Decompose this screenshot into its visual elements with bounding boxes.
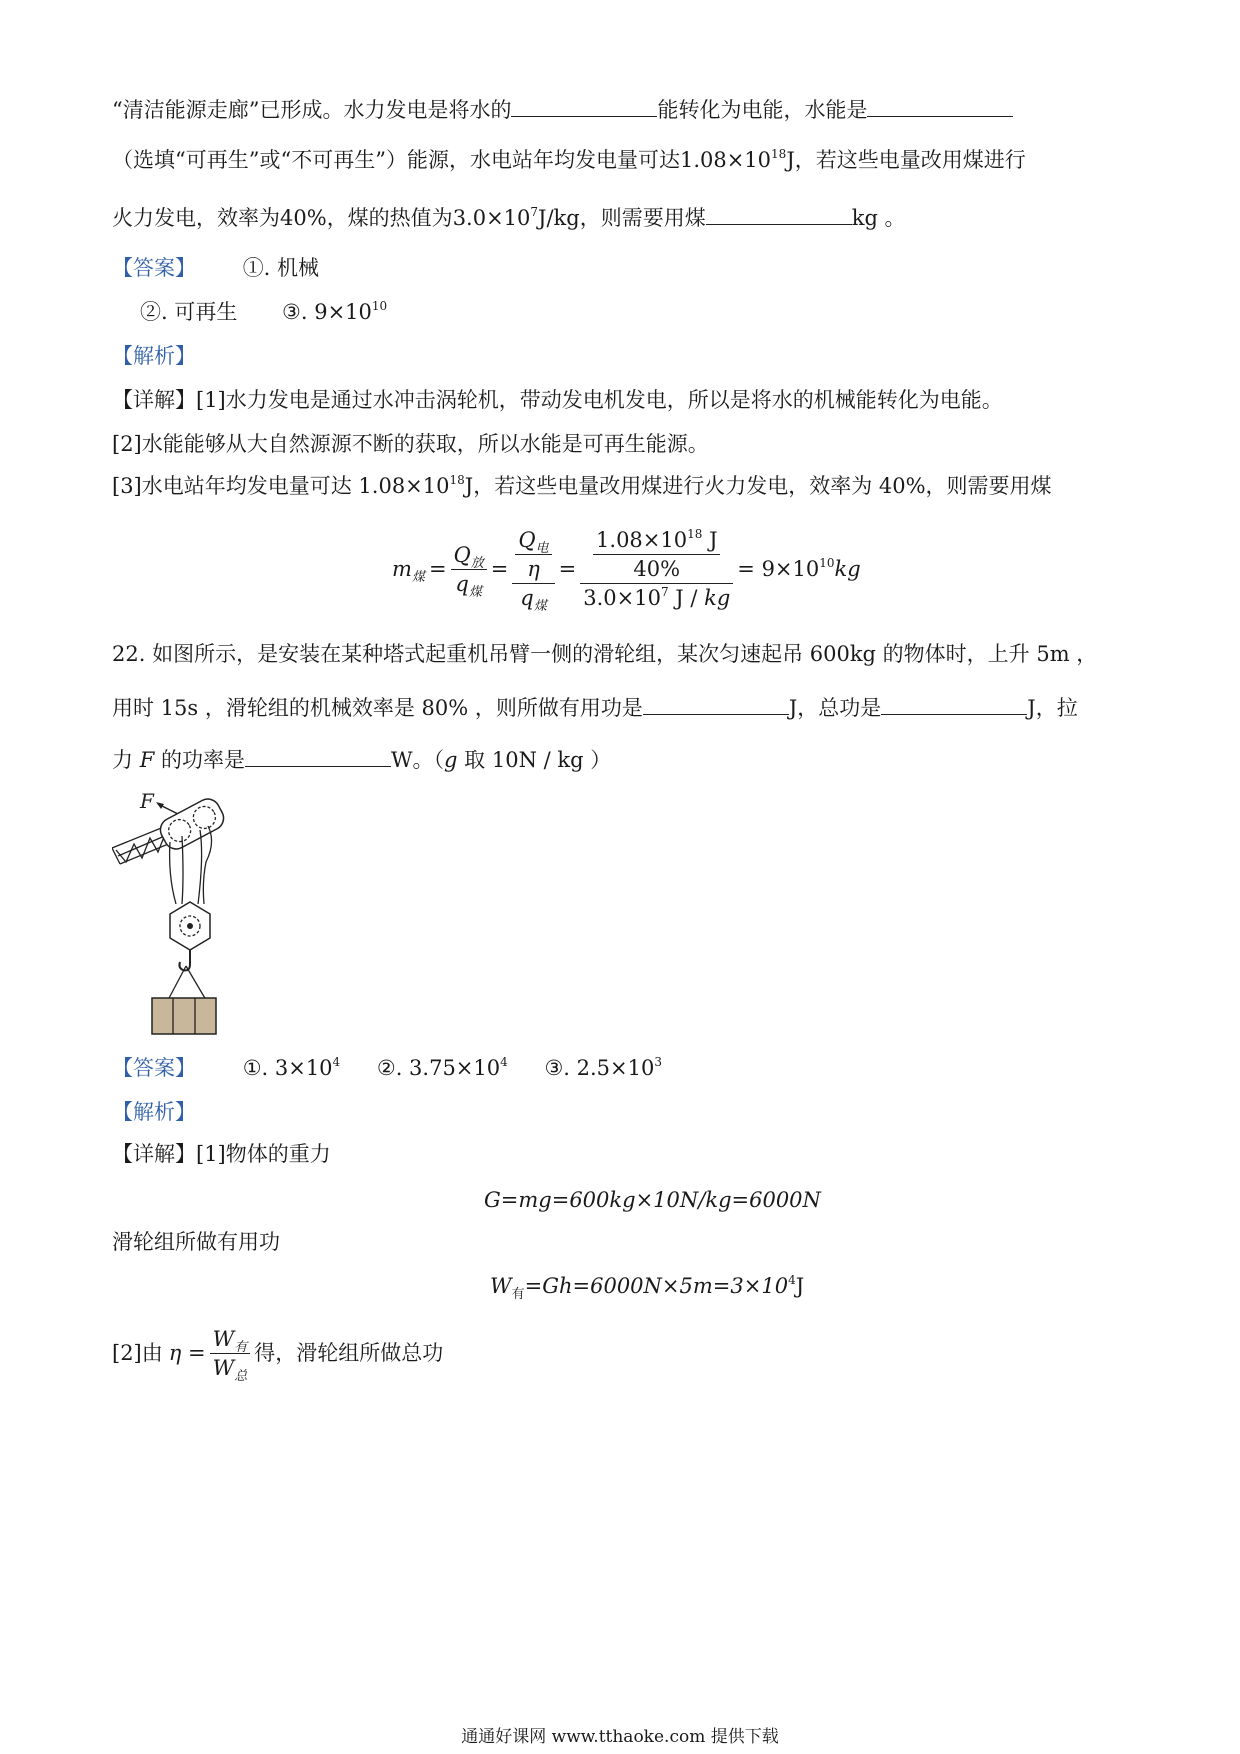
cargo-crate	[152, 998, 216, 1034]
eq2-w-sub: 有	[511, 1287, 525, 1303]
q22-line2-c: J，拉	[1027, 696, 1078, 720]
q21-line3	[112, 202, 906, 232]
q21-detail-3	[112, 472, 1052, 500]
q22-equation-1: G=mg=600kg×10N/kg=6000N	[484, 1188, 821, 1212]
q22-detail-3a: [2]由	[112, 1341, 163, 1365]
q22-line3-d: 取 10N / kg ）	[457, 748, 612, 772]
page-footer: 通通好课网 www.tthaoke.com 提供下载	[461, 1727, 779, 1747]
q22-line2-b: J，总功是	[788, 696, 882, 720]
formula-frac-3: $\frac{\frac{1.08\times 10^{18} J}{40\%}}{3.0\times 10^7 J / kg}$	[580, 526, 733, 612]
formula-m: $m_煤$	[392, 557, 425, 586]
q21-efficiency: 40%	[280, 206, 327, 230]
q22-eta: η =	[168, 1341, 206, 1365]
q21-line3-text-b: ，煤的热值为	[326, 206, 453, 230]
q21-line1-text-b: 能转化为电能，水能是	[657, 98, 868, 122]
eq2-exp: 4	[788, 1273, 796, 1287]
q21-detail-1: 【详解】[1]水力发电是通过水冲击涡轮机，带动发电机发电，所以是将水的机械能转化为电能。	[112, 388, 1003, 412]
analysis-label: 【解析】	[112, 344, 196, 368]
fixed-pulley-block	[156, 795, 228, 853]
eq2-w: W	[490, 1274, 512, 1298]
force-label: F	[140, 789, 154, 813]
q22-detail-3b: 得，滑轮组所做总功	[254, 1341, 444, 1365]
q22-analysis-label: 【解析】	[112, 1100, 196, 1124]
q22-line2	[112, 692, 1078, 722]
q21-line3-text-c: ，则需要用煤	[579, 206, 706, 230]
efficiency-fraction: $\frac{W_有}{W_总}$	[210, 1325, 251, 1382]
q21-detail-2: [2]水能能够从大自然源源不断的获取，所以水能是可再生能源。	[112, 432, 709, 456]
q22-force-symbol: F	[139, 748, 155, 772]
blank-1[interactable]	[511, 94, 657, 117]
q21-heat-value: 3.0×10	[452, 206, 531, 230]
q21-answer-1: ①. 机械	[242, 256, 320, 280]
blank-6[interactable]	[245, 744, 391, 767]
q22-answer-row	[112, 1054, 662, 1082]
answer-label: 【答案】	[112, 256, 196, 280]
eq2-unit: J	[795, 1274, 805, 1298]
formula-eq-1: =	[428, 557, 447, 581]
blank-5[interactable]	[881, 692, 1027, 715]
q21-line2	[112, 146, 1026, 174]
q21-line3-text-a: 火力发电，效率为	[112, 206, 280, 230]
q22-line1: 22. 如图所示，是安装在某种塔式起重机吊臂一侧的滑轮组，某次匀速起吊 600kg 的物体时，上升 5m ，	[112, 642, 1098, 666]
q21-answer-row2	[140, 298, 387, 326]
q21-line2-text-a: （选填“可再生”或“不可再生”）能源，水电站年均发电量可达	[112, 148, 680, 172]
pulley-crane-figure	[112, 786, 252, 1046]
q21-formula	[392, 514, 861, 624]
q22-line2-a: 用时 15s ，滑轮组的机械效率是 80% ，则所做有用功是	[112, 696, 643, 720]
blank-3[interactable]	[706, 202, 852, 225]
q21-energy-unit: J	[786, 148, 795, 172]
formula-frac-2: $\frac{\frac{Q_电}{\eta}}{q_煤}$	[512, 526, 554, 612]
q21-detail-3a: [3]水电站年均发电量可达 1.08×10	[112, 474, 450, 498]
q21-detail-3-exp: 18	[449, 473, 465, 487]
blank-2[interactable]	[867, 94, 1013, 117]
q22-answer-2: ②. 3.75×10	[376, 1056, 501, 1080]
formula-frac-1: $\frac{Q_放}{q_煤}$	[451, 541, 487, 598]
formula-eq-3: =	[558, 557, 577, 581]
q22-line3-a: 力	[112, 748, 140, 772]
q22-detail-2: 滑轮组所做有用功	[112, 1230, 280, 1254]
q21-heat-unit: J/kg	[538, 206, 580, 230]
movable-pulley	[170, 902, 210, 950]
q22-line3-c: W。（	[390, 748, 445, 772]
q22-answer-label: 【答案】	[112, 1056, 196, 1080]
blank-4[interactable]	[643, 692, 789, 715]
q21-heat-exp: 7	[530, 205, 539, 219]
q21-answer-3-exp: 10	[371, 299, 388, 313]
q21-answer-row	[112, 254, 319, 282]
q22-answer-3: ③. 2.5×10	[544, 1056, 655, 1080]
formula-eq-2: =	[490, 557, 509, 581]
q22-line3	[112, 744, 611, 774]
formula-result: = $9\times 10^{10}kg$	[737, 556, 861, 581]
q22-equation-2	[490, 1272, 805, 1303]
force-arrow-head	[156, 802, 164, 809]
q21-detail-3b: J，若这些电量改用煤进行火力发电，效率为 40%，则需要用煤	[464, 474, 1052, 498]
q21-answer-3: ③. 9×10	[282, 300, 372, 324]
q21-energy-value: 1.08×10	[679, 148, 772, 172]
q22-detail-1: 【详解】[1]物体的重力	[112, 1142, 331, 1166]
q21-energy-exp: 18	[771, 147, 787, 161]
q21-line1-text-a: “清洁能源走廊”已形成。水力发电是将水的	[112, 98, 512, 122]
q22-line3-b: 的功率是	[154, 748, 245, 772]
q21-line1	[112, 94, 1013, 124]
q21-line3-text-d: kg 。	[851, 206, 906, 230]
q22-detail-3	[112, 1318, 443, 1388]
q22-answer-1-exp: 4	[332, 1055, 341, 1069]
eq2-body: =Gh=6000N×5m=3×10	[524, 1274, 789, 1298]
q22-g-symbol: g	[444, 748, 458, 772]
q21-line2-text-b: ，若这些电量改用煤进行	[794, 148, 1026, 172]
q22-answer-2-exp: 4	[500, 1055, 508, 1069]
q21-answer-2: ②. 可再生	[140, 300, 238, 324]
q22-answer-3-exp: 3	[654, 1055, 663, 1069]
q22-answer-1: ①. 3×10	[242, 1056, 333, 1080]
